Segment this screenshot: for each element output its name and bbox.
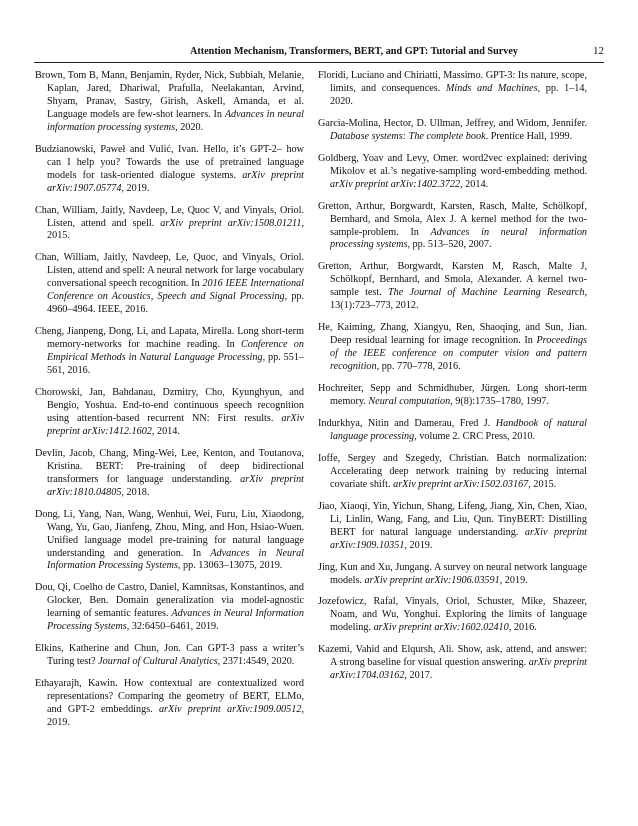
reference-entry [35,582,304,634]
reference-entry [318,118,587,144]
reference-entry [318,562,587,588]
reference-text: Hochreiter, Sepp and Schmidhuber, Jürgen. Long short-term memory. [318,383,587,408]
reference-venue: arXiv preprint arXiv:1810.04805 [47,473,304,498]
reference-suffix: , pp. 4960–4964. IEEE, 2016. [47,291,305,316]
reference-suffix: , 2019. [47,704,304,728]
reference-text: Jozefowicz, Rafal, Vinyals, Oriol, Schuster, Mike, Shazeer, Noam, and Wu, Yonghui. Exploring the limits of language modeling. [318,596,587,634]
reference-text: Jing, Kun and Xu, Jungang. A survey on neural network language models. [318,561,587,586]
reference-venue: The Journal of Machine Learning Research [387,287,585,299]
reference-entry [35,326,304,378]
running-header [34,46,604,63]
reference-text: Gretton, Arthur, Borgwardt, Karsten M, Rasch, Malte J, Schölkopf, Bernhard, and Smola, Alexander. A kernel two-sample test. [318,261,587,299]
reference-text: Indurkhya, Nitin and Damerau, Fred J. [318,417,496,429]
reference-entry [318,644,587,683]
reference-text: Devlin, Jacob, Chang, Ming-Wei, Lee, Kenton, and Toutanova, Kristina. BERT: Pre-training of deep bidirectional transformers for language understanding. [35,447,304,485]
reference-entry [318,70,587,109]
reference-entry [35,205,304,244]
reference-entry [318,453,587,492]
reference-venue: arXiv preprint arXiv:1402.3722 [330,178,461,190]
reference-venue: arXiv preprint arXiv:1602.02410 [373,622,509,634]
reference-suffix: . Prentice Hall, 1999. [485,130,573,142]
reference-text: Ethayarajh, Kawin. How contextual are contextualized word representations? Comparing the geometry of BERT, ELMo, and GPT-2 embeddings. [35,678,304,716]
reference-entry [35,643,304,669]
reference-entry [318,596,587,635]
reference-entry [35,70,304,135]
reference-suffix: , 32:6450–6461, 2019. [126,621,219,633]
reference-venue: Conference on Empirical Methods in Natural Language Processing [47,339,304,364]
reference-entry [318,153,587,192]
reference-text: Dou, Qi, Coelho de Castro, Daniel, Kamnitsas, Konstantinos, and Glocker, Ben. Domain generalization via model-agnostic learning of semantic features. [35,582,304,620]
reference-suffix: , pp. 513–520, 2007. [407,239,492,251]
reference-entry [318,418,587,444]
reference-suffix: , pp. 551–561, 2016. [47,352,304,377]
reference-suffix: , pp. 770–778, 2016. [376,361,461,373]
reference-entry [35,144,304,196]
reference-suffix: , 2018. [121,486,150,498]
reference-entry [35,387,304,439]
reference-entry [35,448,304,500]
reference-text: Goldberg, Yoav and Levy, Omer. word2vec explained: deriving Mikolov et al.’s negative-sampling word-embedding method. [318,152,587,177]
reference-text: Chorowski, Jan, Bahdanau, Dzmitry, Cho, Kyunghyun, and Bengio, Yoshua. End-to-end continuous speech recognition using attention-based recurrent NN: First results. [35,387,304,424]
reference-venue: Advances in neural information processing systems [47,108,304,133]
reference-venue: Database systems: The complete book [330,130,486,142]
reference-venue: Neural computation [368,396,451,408]
reference-text: Floridi, Luciano and Chiriatti, Massimo. GPT-3: Its nature, scope, limits, and consequences. [318,70,587,94]
reference-text: Chan, William, Jaitly, Navdeep, Le, Quoc, and Vinyals, Oriol. Listen, attend and spell: A neural network for large vocabulary conversational speech recognition. In [35,252,304,290]
reference-venue: arXiv preprint arXiv:1906.03591 [364,574,500,586]
reference-suffix: , 9(8):1735–1780, 1997. [450,396,549,408]
reference-text: Chan, William, Jaitly, Navdeep, Le, Quoc V, and Vinyals, Oriol. Listen, attend and spell. [35,204,304,229]
reference-entry [318,322,587,374]
reference-entry [35,678,304,730]
reference-text: Kazemi, Vahid and Elqursh, Ali. Show, ask, attend, and answer: A strong baseline for visual question answering. [318,644,587,669]
page-number: 12 [593,45,604,57]
reference-venue: Advances in Neural Information Processing Systems [47,608,304,633]
reference-suffix: , 2015. [47,217,304,242]
reference-text: Elkins, Katherine and Chun, Jon. Can GPT-3 pass a writer’s Turing test? [35,643,304,668]
reference-venue: Advances in Neural Information Processing Systems [47,547,304,572]
reference-venue: Handbook of natural language processing [330,417,587,442]
reference-text: Jiao, Xiaoqi, Yin, Yichun, Shang, Lifeng, Jiang, Xin, Chen, Xiao, Li, Linlin, Wang, Fang, and Liu, Qun. TinyBERT: Distilling BERT for natural language understanding. [318,500,587,538]
reference-venue: Journal of Cultural Analytics [98,656,218,668]
reference-suffix: , 2371:4549, 2020. [217,656,295,668]
reference-venue: Advances in neural information processing systems [330,226,588,251]
reference-suffix: , volume 2. CRC Press, 2010. [414,430,536,442]
references-right-column [318,70,587,692]
reference-suffix: , 2014. [151,425,180,437]
reference-text: Ioffe, Sergey and Szegedy, Christian. Batch normalization: Accelerating deep network training by reducing internal covariate shift. [318,452,587,490]
references-left-column [35,70,304,739]
reference-suffix: , 2019. [499,574,528,586]
reference-venue: arXiv preprint arXiv:1412.1602 [47,412,304,437]
reference-suffix: , 2015. [528,478,557,490]
reference-venue: Minds and Machines [445,82,538,94]
reference-suffix: , 2016. [508,622,537,634]
reference-text: Brown, Tom B, Mann, Benjamin, Ryder, Nick, Subbiah, Melanie, Kaplan, Jared, Dhariwal, Prafulla, Neelakantan, Arvind, Shyam, Pranav, Sastry, Girish, Askell, Amanda, et al. Language models are few-shot learners. In [35,70,304,120]
reference-entry [318,383,587,409]
reference-text: He, Kaiming, Zhang, Xiangyu, Ren, Shaoqing, and Sun, Jian. Deep residual learning for image recognition. In [318,322,587,347]
running-title: Attention Mechanism, Transformers, BERT, and GPT: Tutorial and Survey [189,46,518,57]
reference-entry [35,252,304,317]
reference-suffix: , pp. 1–14, 2020. [330,82,588,107]
reference-venue: arXiv preprint arXiv:1502.03167 [393,478,529,490]
reference-venue: Proceedings of the IEEE conference on computer vision and pattern recognition [330,335,587,373]
reference-entry [318,201,587,253]
reference-venue: 2016 IEEE International Conference on Acoustics, Speech and Signal Processing [47,278,304,303]
reference-suffix: , 2014. [460,178,489,190]
reference-entry [35,509,304,574]
reference-venue: arXiv preprint arXiv:1907.05774 [47,169,304,194]
reference-suffix: , 2017. [404,670,433,682]
reference-entry [318,261,587,313]
reference-suffix: , pp. 13063–13075, 2019. [177,560,283,572]
reference-suffix: , 2020. [175,121,204,133]
reference-suffix: , 2019. [121,182,150,194]
reference-venue: arXiv preprint arXiv:1508.01211 [160,217,302,229]
reference-venue: arXiv preprint arXiv:1909.10351 [330,526,587,551]
reference-venue: arXiv preprint arXiv:1909.00512 [158,704,302,716]
reference-suffix: , 13(1):723–773, 2012. [330,287,587,312]
reference-text: Budzianowski, Paweł and Vulić, Ivan. Hello, it’s GPT-2– how can I help you? Towards the use of pretrained language models for task-oriented dialogue systems. [35,143,304,181]
reference-text: Garcia-Molina, Hector, D. Ullman, Jeffrey, and Widom, Jennifer. [318,117,587,129]
reference-venue: arXiv preprint arXiv:1704.03162 [330,657,587,682]
reference-text: Cheng, Jianpeng, Dong, Li, and Lapata, Mirella. Long short-term memory-networks for machine reading. In [35,326,304,351]
reference-text: Gretton, Arthur, Borgwardt, Karsten, Rasch, Malte, Schölkopf, Bernhard, and Smola, Alex J. A kernel method for the two-sample-problem. In [318,200,587,238]
reference-entry [318,501,587,553]
reference-suffix: , 2019. [404,539,433,551]
reference-text: Dong, Li, Yang, Nan, Wang, Wenhui, Wei, Furu, Liu, Xiaodong, Wang, Yu, Gao, Jianfeng, Zhou, Ming, and Hon, Hsiao-Wuen. Unified language model pre-training for natural language understanding and generation. In [35,508,304,559]
